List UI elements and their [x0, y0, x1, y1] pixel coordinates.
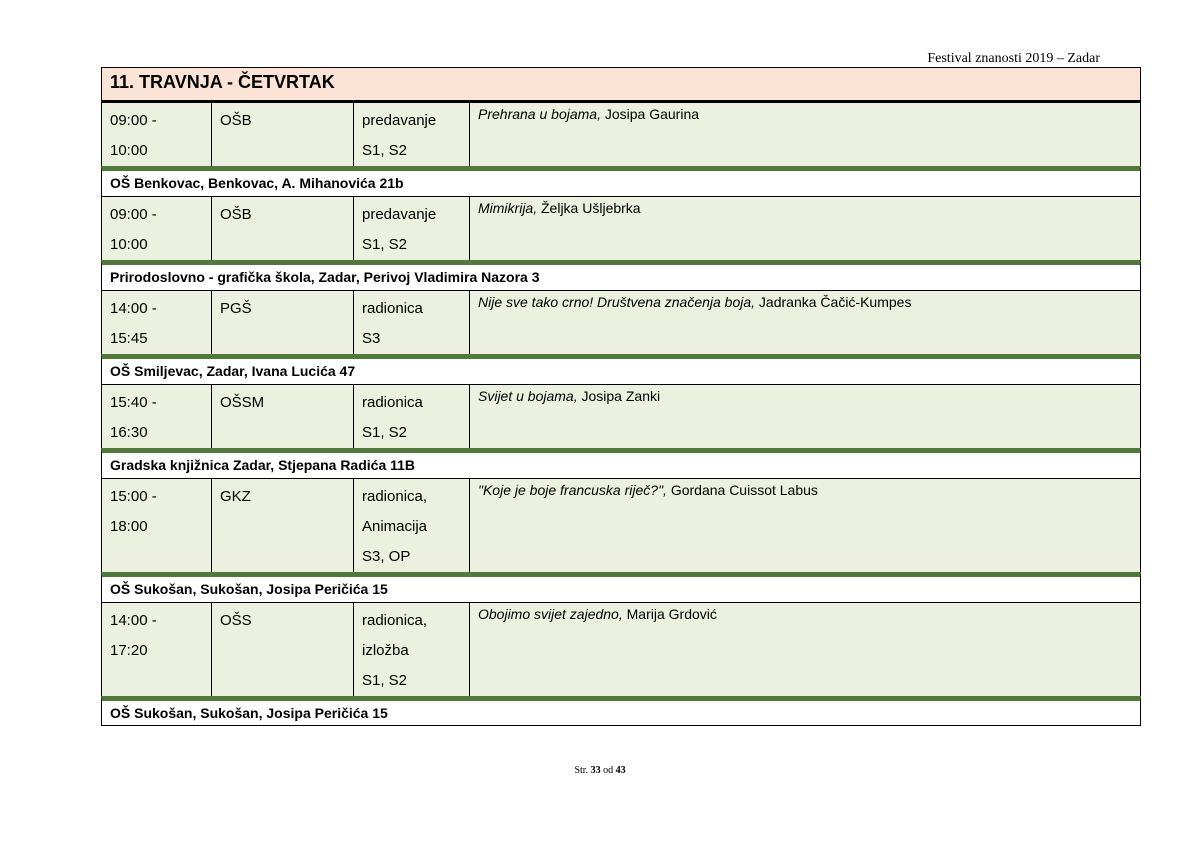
time-cell	[102, 603, 211, 696]
document-header-title: Festival znanosti 2019 – Zadar	[927, 51, 1100, 66]
description-cell	[469, 291, 1140, 354]
type-line: S3, OP	[362, 548, 411, 565]
time-end: 17:20	[110, 642, 148, 659]
venue-header: Prirodoslovno - grafička škola, Zadar, Perivoj Vladimira Nazora 3	[101, 260, 1141, 290]
footer-mid: od	[600, 765, 616, 776]
description-cell	[469, 603, 1140, 696]
type-cell	[353, 291, 469, 354]
event-author: Marija Grdović	[622, 606, 717, 622]
venue-header: OŠ Sukošan, Sukošan, Josipa Peričića 15	[101, 696, 1141, 726]
type-cell	[353, 197, 469, 260]
page-number: 33	[590, 765, 601, 776]
schedule-table	[101, 67, 1141, 726]
schedule-entry	[101, 290, 1141, 354]
code-cell: OŠS	[211, 603, 353, 696]
event-author: Gordana Cuissot Labus	[666, 482, 818, 498]
type-line: predavanje	[362, 206, 437, 223]
code-cell: PGŠ	[211, 291, 353, 354]
footer-prefix: Str.	[574, 765, 591, 776]
type-line: predavanje	[362, 112, 437, 129]
description-cell	[469, 197, 1140, 260]
code-cell: OŠB	[211, 103, 353, 166]
schedule-entry	[101, 478, 1141, 572]
type-line: izložba	[362, 642, 409, 659]
time-end: 18:00	[110, 518, 148, 535]
event-title: "Koje je boje francuska riječ?",	[478, 482, 667, 498]
code-cell: OŠB	[211, 197, 353, 260]
time-cell	[102, 479, 211, 572]
description-cell	[469, 103, 1140, 166]
time-cell	[102, 197, 211, 260]
type-line: S3	[362, 330, 381, 347]
schedule-entry	[101, 384, 1141, 448]
type-cell	[353, 385, 469, 448]
venue-header: OŠ Benkovac, Benkovac, A. Mihanovića 21b	[101, 166, 1141, 196]
time-cell	[102, 291, 211, 354]
type-line: S1, S2	[362, 424, 408, 441]
time-start: 09:00 -	[110, 112, 157, 129]
time-start: 15:00 -	[110, 488, 157, 505]
event-title: Nije sve tako crno! Društvena značenja boja,	[478, 294, 756, 310]
event-author: Željka Ušljebrka	[537, 200, 641, 216]
type-line: S1, S2	[362, 672, 408, 689]
page-total: 43	[615, 765, 626, 776]
event-author: Jadranka Čačić-Kumpes	[755, 294, 912, 310]
time-end: 10:00	[110, 142, 148, 159]
description-cell	[469, 385, 1140, 448]
code-cell: GKZ	[211, 479, 353, 572]
event-author: Josipa Zanki	[577, 388, 661, 404]
type-line: Animacija	[362, 518, 428, 535]
time-end: 16:30	[110, 424, 148, 441]
description-cell	[469, 479, 1140, 572]
schedule-entry	[101, 196, 1141, 260]
event-title: Mimikrija,	[478, 200, 538, 216]
event-title: Obojimo svijet zajedno,	[478, 606, 623, 622]
venue-header: OŠ Smiljevac, Zadar, Ivana Lucića 47	[101, 354, 1141, 384]
day-title: 11. TRAVNJA - ČETVRTAK	[101, 67, 1141, 103]
type-line: radionica	[362, 300, 423, 317]
schedule-entry	[101, 602, 1141, 696]
event-author: Josipa Gaurina	[600, 106, 700, 122]
time-start: 14:00 -	[110, 612, 157, 629]
event-title: Svijet u bojama,	[478, 388, 578, 404]
page-footer	[0, 765, 1200, 776]
time-start: 15:40 -	[110, 394, 157, 411]
schedule-entry	[101, 103, 1141, 166]
event-title: Prehrana u bojama,	[478, 106, 601, 122]
code-cell: OŠSM	[211, 385, 353, 448]
type-cell	[353, 479, 469, 572]
time-cell	[102, 103, 211, 166]
venue-header: Gradska knjižnica Zadar, Stjepana Radića 11B	[101, 448, 1141, 478]
type-line: radionica	[362, 394, 423, 411]
type-cell	[353, 603, 469, 696]
type-line: S1, S2	[362, 142, 408, 159]
type-line: radionica,	[362, 612, 428, 629]
time-start: 09:00 -	[110, 206, 157, 223]
time-end: 15:45	[110, 330, 148, 347]
time-start: 14:00 -	[110, 300, 157, 317]
time-end: 10:00	[110, 236, 148, 253]
type-cell	[353, 103, 469, 166]
type-line: S1, S2	[362, 236, 408, 253]
type-line: radionica,	[362, 488, 428, 505]
venue-header: OŠ Sukošan, Sukošan, Josipa Peričića 15	[101, 572, 1141, 602]
time-cell	[102, 385, 211, 448]
